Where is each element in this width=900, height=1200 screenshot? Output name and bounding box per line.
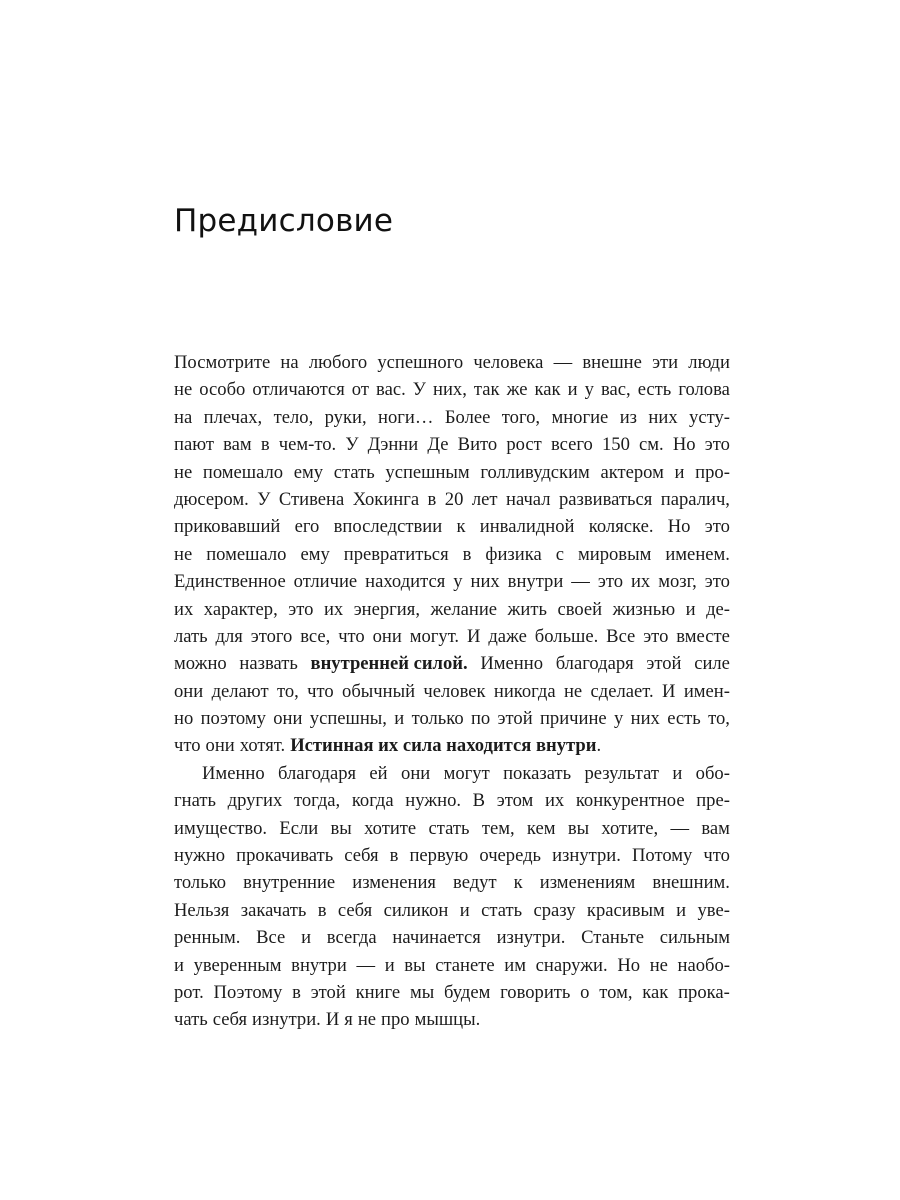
text-line [174,431,730,458]
word: этого [250,625,293,647]
word: . [596,735,602,757]
word: в [260,434,270,456]
word: красивым [586,899,665,921]
word: только [174,872,227,894]
word: этой [497,708,533,730]
word: именем. [665,543,730,565]
word: сразу [533,899,576,921]
word: ренным. [174,927,241,949]
word: вы [330,817,352,839]
word: голливудским [480,461,590,483]
word: находится [365,571,446,593]
word: то, [276,680,299,702]
word: в [427,488,437,510]
word: коляске. [588,516,654,538]
word: Потому [631,845,693,867]
word: изнутри. [496,927,566,949]
word: и [394,708,405,730]
word: прокачивать [236,845,334,867]
word: изменения [352,872,436,894]
word: ей [369,762,388,784]
word: этой [646,653,682,675]
text-line [174,541,730,568]
word: стать [333,461,375,483]
word: Все [256,927,286,949]
word: себя [337,899,373,921]
word: стать [481,899,523,921]
word: можно [174,653,227,675]
word: себя [212,1009,248,1031]
word: первую [409,845,469,867]
word: гнать [174,790,216,812]
word: см. [639,434,664,456]
word: Стивена [278,488,345,510]
text-line [174,678,730,705]
word: жизнью [612,598,676,620]
word: других [227,790,283,812]
word: ведут [453,872,497,894]
word: всегда [326,927,377,949]
word: хотят. [239,735,286,757]
word: из [619,406,638,428]
word: поэтому [200,708,266,730]
word: уверенным [193,954,282,976]
word: приковавший [174,516,281,538]
word: имущество. [174,817,268,839]
word: энергия, [353,598,420,620]
word: уве- [697,899,730,921]
word: и [174,954,184,976]
word: начинается [392,927,481,949]
word: мировым [577,543,652,565]
word: Станьте [581,927,645,949]
word: лет [471,488,498,510]
word: в [462,543,472,565]
word: Именно [202,762,265,784]
word: не [563,680,583,702]
word: Именно [480,653,543,675]
word: эти [652,352,679,373]
word: Посмотрите [174,352,271,373]
word: не [649,954,668,976]
word: вам [223,434,252,456]
word: В [472,790,486,812]
word: превратиться [343,543,449,565]
word: наобо- [677,954,730,976]
word: это [597,571,624,593]
word: ему [293,461,324,483]
word: отличие [293,571,358,593]
word: результат [584,762,659,784]
word: снаружи. [535,954,608,976]
word: актером [600,461,664,483]
word: вы [404,954,426,976]
word: мы [409,981,435,1003]
word: инвалидной [479,516,575,538]
word: начал [506,488,551,510]
bold-phrase: внутренней силой. [310,653,468,675]
text-line [174,787,730,814]
word: их [544,790,565,812]
word: успешны, [309,708,387,730]
word: в [292,981,301,1003]
word: пают [174,434,214,456]
word: они [174,680,204,702]
word: этом [496,790,534,812]
text-line [174,513,730,540]
word: у [584,379,594,401]
word: особо [199,379,246,401]
word: когда [351,790,394,812]
word: не [174,543,193,565]
word: И [466,625,481,647]
text-line [174,869,730,896]
page-title: Предисловие [174,203,394,239]
word: им [504,954,527,976]
word: мозг, [658,571,697,593]
word: этой [310,981,346,1003]
word: стать [428,817,470,839]
word: жить [507,598,547,620]
word: ему [300,543,330,565]
text-line [174,459,730,486]
word: по [470,708,491,730]
word: благодаря [555,653,634,675]
word: изнутри. [552,845,621,867]
word: могут [443,762,490,784]
word: силе [694,653,730,675]
word: вы [567,817,590,839]
word: делают [211,680,269,702]
word: внутри [291,954,347,976]
word: руки, [324,406,367,428]
word: и [685,598,696,620]
word: больше. [534,625,599,647]
word: никогда [493,680,556,702]
word: вам [701,817,730,839]
word: их [630,571,651,593]
text-line [174,732,730,759]
word: причине [539,708,607,730]
word: У [412,379,426,401]
word: они [401,762,431,784]
word: что [703,845,730,867]
paragraph [174,760,730,1034]
word: люди [688,352,730,373]
word: мышцы. [414,1009,481,1031]
word: и [384,954,395,976]
word: хотите [364,817,417,839]
word: имен- [683,680,730,702]
word: как [534,379,561,401]
word: вас. [376,379,406,401]
word: сильным [659,927,730,949]
word: будем [443,981,491,1003]
word: желание [430,598,498,620]
word: не [174,379,193,401]
word: И [662,680,676,702]
word: пре- [696,790,730,812]
word: и [674,461,685,483]
word: чать [174,1009,208,1031]
word: того, [501,406,541,428]
word: что [338,625,365,647]
word: не [174,461,193,483]
word: силикон [383,899,449,921]
word: всего [550,434,593,456]
word: так [473,379,500,401]
word: что [174,735,201,757]
word: Но [672,434,696,456]
word: про- [695,461,730,483]
word: от [351,379,369,401]
word: Но [667,516,691,538]
word: все, [300,625,331,647]
bold-phrase: Истинная их сила находится внутри [290,735,597,757]
word: но [174,708,194,730]
word: Дэнни [367,434,419,456]
word: человека [473,352,544,373]
word: это [704,516,730,538]
text-line [174,760,730,787]
word: в [389,845,399,867]
word: любого [308,352,368,373]
word: могут. [409,625,460,647]
paragraph [174,349,730,760]
word: с [555,543,564,565]
word: характер, [203,598,278,620]
word: есть [637,379,672,401]
word: обычный [342,680,416,702]
word: физика [485,543,542,565]
word: голова [678,379,730,401]
word: как [642,981,669,1003]
word: прока- [678,981,730,1003]
word: них [648,406,678,428]
word: Более [444,406,491,428]
word: и [672,762,683,784]
word: помешало [206,543,287,565]
word: тем, [481,817,515,839]
text-line [174,979,730,1006]
word: развиваться [558,488,653,510]
word: паралич, [660,488,730,510]
word: назвать [239,653,298,675]
word: Единственное [174,571,286,593]
word: их [174,598,194,620]
word: Но [617,954,641,976]
word: в [317,899,327,921]
text-line [174,815,730,842]
word: его [294,516,320,538]
text-line [174,897,730,924]
word: внутренние [243,872,336,894]
text-line [174,486,730,513]
word: Вито [457,434,498,456]
word: дюсером. [174,488,249,510]
word: сделает. [590,680,654,702]
word: лать [174,625,208,647]
word: усту- [689,406,730,428]
text-line [174,705,730,732]
word: Нельзя [174,899,230,921]
word: очередь [479,845,542,867]
word: плечах, [203,406,263,428]
word: благодаря [278,762,357,784]
word: это [704,434,730,456]
word: нужно [174,845,226,867]
word: 20 [444,488,464,510]
word: — [670,817,690,839]
word: у [614,708,624,730]
word: они [372,625,402,647]
word: говорить [500,981,571,1003]
text-line [174,1006,730,1033]
word: Де [427,434,449,456]
word: к [513,872,523,894]
word: это [704,571,730,593]
text-line [174,596,730,623]
word: своей [557,598,603,620]
word: внешним. [652,872,730,894]
word: них [630,708,660,730]
word: обо- [695,762,730,784]
word: они [205,735,235,757]
word: к [456,516,466,538]
word: это [288,598,314,620]
word: Все [606,625,636,647]
word: их [323,598,344,620]
word: показать [503,762,572,784]
text-line [174,349,730,376]
word: о [580,981,590,1003]
word: внешне [582,352,642,373]
word: они [273,708,303,730]
word: изнутри. [252,1009,321,1031]
word: — [553,352,573,373]
word: 150 [601,434,630,456]
word: вас, [600,379,631,401]
word: закачать [240,899,307,921]
word: многие [551,406,609,428]
word: де- [706,598,730,620]
word: станете [435,954,495,976]
text-line [174,568,730,595]
text-line [174,376,730,403]
word: и [301,927,312,949]
word: же [506,379,528,401]
word: на [174,406,193,428]
word: — [356,954,376,976]
word: и [676,899,687,921]
word: конкурентное [575,790,685,812]
word: хотите, [601,817,659,839]
word: даже [488,625,527,647]
word: — [571,571,590,593]
word: это [643,625,669,647]
word: и [567,379,578,401]
word: отличаются [252,379,345,401]
text-line [174,404,730,431]
word: на [280,352,299,373]
word: не [357,1009,377,1031]
word: успешным [385,461,470,483]
preface-text [174,349,730,1034]
word: И [325,1009,340,1031]
text-line [174,650,730,677]
word: для [215,625,243,647]
word: себя [344,845,379,867]
word: про [381,1009,410,1031]
word: и [459,899,470,921]
word: том, [599,981,633,1003]
word: изменениям [539,872,636,894]
word: У [257,488,271,510]
word: тогда, [293,790,341,812]
word: кем [526,817,556,839]
word: них [470,571,500,593]
word: книге [355,981,401,1003]
word: У [345,434,359,456]
word: них, [433,379,467,401]
text-line [174,924,730,951]
word: человек [423,680,486,702]
word: нужно. [405,790,462,812]
word: внутри [507,571,564,593]
word: у [453,571,463,593]
word: что [307,680,334,702]
word: вместе [676,625,730,647]
word: Если [279,817,319,839]
word: Поэтому [213,981,283,1003]
word: только [411,708,464,730]
word: рост [506,434,542,456]
word: есть [667,708,701,730]
word: я [344,1009,353,1031]
word: впоследствии [333,516,443,538]
text-line [174,623,730,650]
text-line [174,952,730,979]
word: рот. [174,981,204,1003]
text-line [174,842,730,869]
word: то, [708,708,730,730]
word: тело, [273,406,314,428]
word: ноги… [378,406,434,428]
word: успешного [377,352,464,373]
word: помешало [202,461,284,483]
word: чем-то. [278,434,337,456]
word: Хокинга [352,488,420,510]
